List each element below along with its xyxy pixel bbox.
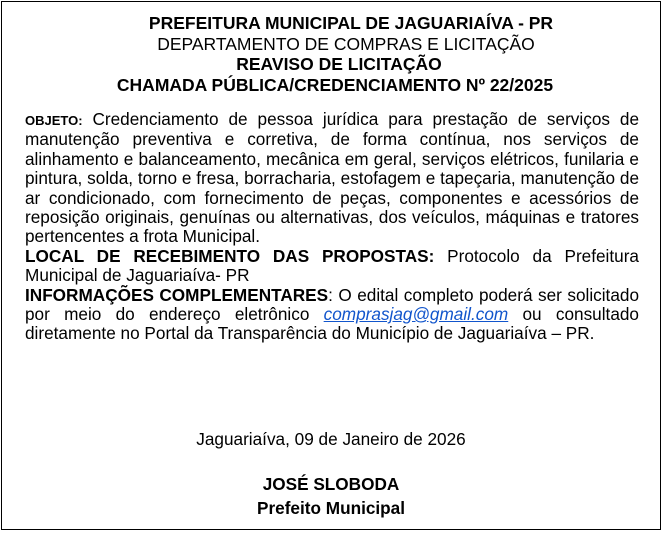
notice-date: Jaguariaíva, 09 de Janeiro de 2026 <box>196 429 466 449</box>
info-paragraph <box>25 286 639 344</box>
objeto-text: Credenciamento de pessoa jurídica para prestação de serviços de manutenção preventiva e corretiva, de forma contínua, nos serviços de alinhamento e balanceamento, mecânica em geral, serviços elétricos, funilaria e pintura, solda, torno e fresa, borracharia, estofagem e tapeçaria, manutenção de ar condicionado, com fornecimento de peças, componentes e acessórios de reposição originais, genuínas ou alternativas, dos veículos, máquinas e tratores pertencentes a frota Municipal. <box>25 109 639 247</box>
signatory-title: Prefeito Municipal <box>256 498 406 518</box>
local-paragraph <box>25 247 639 286</box>
info-text-after: ou consultado diretamente no Portal da Transparência do Município de Jaguariaíva – PR. <box>25 304 639 344</box>
signatory-name: JOSÉ SLOBODA <box>262 474 400 494</box>
signature-block <box>2 472 660 520</box>
header-department: DEPARTAMENTO DE COMPRAS E LICITAÇÃO <box>157 33 535 54</box>
header-municipality: PREFEITURA MUNICIPAL DE JAGUARIAÍVA - PR <box>148 13 554 33</box>
info-label: INFORMAÇÕES COMPLEMENTARES <box>25 284 329 305</box>
notice-header <box>2 13 660 95</box>
notice-body <box>25 110 639 344</box>
local-text: Protocolo da Prefeitura Municipal de Jaguariaíva- PR <box>25 245 639 286</box>
local-label: LOCAL DE RECEBIMENTO DAS PROPOSTAS: <box>25 245 435 266</box>
objeto-label: OBJETO: <box>25 113 83 128</box>
notice-frame <box>1 1 661 530</box>
objeto-paragraph <box>25 110 639 247</box>
header-notice-type: REAVISO DE LICITAÇÃO <box>236 54 442 74</box>
email-link[interactable]: comprasjag@gmail.com <box>323 304 509 325</box>
info-text-before: : O edital completo poderá ser solicitado por meio do endereço eletrônico <box>25 284 639 325</box>
header-process-number: CHAMADA PÚBLICA/CREDENCIAMENTO Nº 22/2025 <box>116 74 554 95</box>
